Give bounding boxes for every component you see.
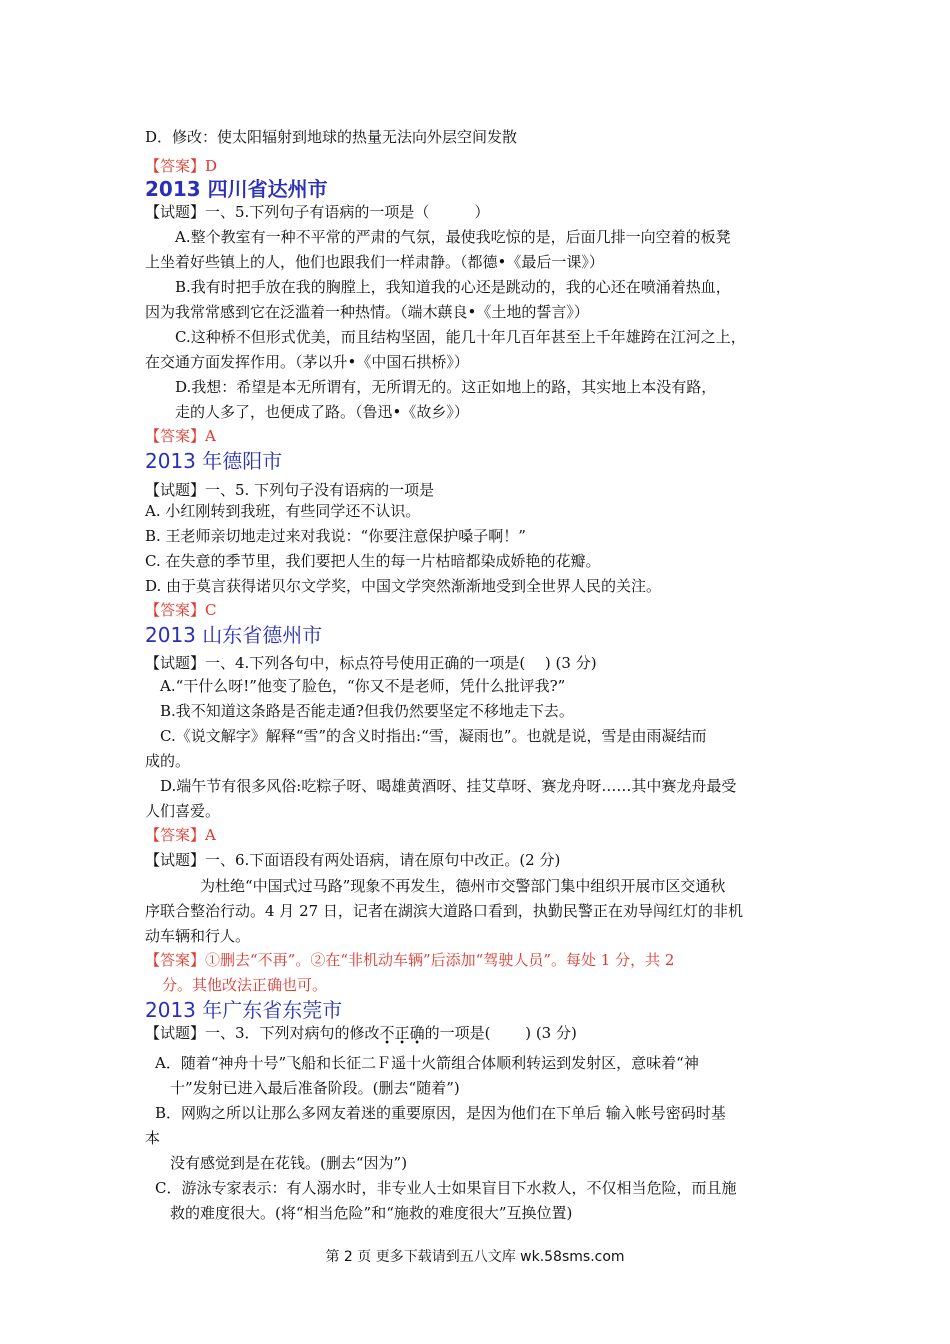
emphasis-char: 正: [394, 1024, 410, 1042]
question-text: 【试题】一、6.下面语段有两处语病，请在原句中改正。(2 分): [145, 851, 561, 869]
option-d-text: D．修改：使太阳辐射到地球的热量无法向外层空间发散: [145, 128, 518, 146]
question-text: [145, 1023, 577, 1043]
question-prefix: 【试题】一、3．下列对病句的修改: [145, 1024, 380, 1042]
option-line: D.端午节有很多风俗:吃粽子呀、喝雄黄酒呀、挂艾草呀、赛龙舟呀……其中赛龙舟最受: [160, 777, 737, 795]
option-line: 没有感觉到是在花钱。(删去“因为”): [170, 1154, 408, 1172]
option-line: D. 由于莫言获得诺贝尔文学奖，中国文学突然渐渐地受到全世界人民的关注。: [145, 577, 662, 595]
question-text: 【试题】一、5. 下列句子没有语病的一项是: [145, 481, 435, 499]
section-heading-deyang: 2013 年德阳市: [145, 449, 283, 473]
answer-line: [145, 600, 217, 620]
section-heading-dongguan: 2013 年广东省东莞市: [145, 998, 343, 1022]
passage-line: 序联合整治行动。4 月 27 日，记者在湖滨大道路口看到，执勤民警正在劝导闯红灯的非机: [145, 902, 743, 920]
option-line: C．游泳专家表示：有人溺水时，非专业人士如果盲目下水救人，不仅相当危险，而且施: [155, 1179, 737, 1197]
option-line: C.这种桥不但形式优美，而且结构坚固，能几十年几百年甚至上千年雄跨在江河之上，: [175, 328, 746, 346]
option-line: A.“干什么呀!”他变了脸色，“你又不是老师，凭什么批评我?”: [160, 677, 566, 695]
passage-line: 为杜绝“中国式过马路”现象不再发生，德州市交警部门集中组织开展市区交通秋: [200, 877, 726, 895]
option-line: 本: [145, 1129, 161, 1147]
answer-text: 【答案】①删去“不再”。②在“非机动车辆”后添加“驾驶人员”。每处 1 分，共 2: [145, 951, 675, 969]
option-line: 成的。: [145, 752, 191, 770]
option-line: C. 在失意的季节里，我们要把人生的每一片枯暗都染成娇艳的花瓣。: [145, 552, 601, 570]
option-line: 十”发射已进入最后准备阶段。(删去“随着”): [170, 1079, 460, 1097]
section-heading-dezhou: 2013 山东省德州市: [145, 623, 323, 647]
answer-label: 【答案】: [145, 427, 206, 445]
option-line: 因为我常常感到它在泛滥着一种热情。（端木蕻良•《土地的誓言》）: [145, 303, 589, 321]
answer-value: C: [205, 601, 217, 619]
passage-line: 动车辆和行人。: [145, 927, 251, 945]
section-heading-dazhou: 2013 四川省达州市: [145, 177, 328, 201]
option-line: B．网购之所以让那么多网友着迷的重要原因，是因为他们在下单后 输入帐号密码时基: [155, 1104, 726, 1122]
option-line: B.我有时把手放在我的胸膛上，我知道我的心还是跳动的，我的心还在喷涌着热血，: [175, 278, 731, 296]
question-text: 【试题】一、5.下列句子有语病的一项是（ ）: [145, 203, 490, 221]
answer-line: [145, 825, 216, 845]
answer-label: 【答案】: [145, 826, 206, 844]
option-line: 救的难度很大。(将“相当危险”和“施救的难度很大”互换位置): [170, 1204, 573, 1222]
answer-line: [145, 426, 216, 446]
option-line: B. 王老师亲切地走过来对我说：“你要注意保护嗓子啊！”: [145, 527, 526, 545]
answer-label: 【答案】D: [145, 157, 218, 175]
option-line: B.我不知道这条路是否能走通?但我仍然要坚定不移地走下去。: [160, 702, 574, 720]
option-line: 在交通方面发挥作用。（茅以升•《中国石拱桥》）: [145, 353, 469, 371]
answer-label: 【答案】: [145, 601, 206, 619]
question-text: 【试题】一、4.下列各句中，标点符号使用正确的一项是( ) (3 分): [145, 654, 597, 672]
option-line: 上坐着好些镇上的人，他们也跟我们一样肃静。（都德•《最后一课》）: [145, 253, 604, 271]
option-line: 人们喜爱。: [145, 802, 221, 820]
answer-value: A: [205, 826, 216, 844]
emphasis-char: 确: [409, 1024, 425, 1042]
answer-value: A: [205, 427, 216, 445]
option-line: A. 小红刚转到我班，有些同学还不认识。: [145, 502, 421, 520]
option-line: D.我想：希望是本无所谓有，无所谓无的。这正如地上的路，其实地上本没有路，: [175, 378, 717, 396]
page-footer: 第 2 页 更多下载请到五八文库 wk.58sms.com: [325, 1249, 625, 1265]
emphasis-char: 不: [379, 1024, 395, 1042]
option-line: A．随着“神舟十号”飞船和长征二Ｆ遥十火箭组合体顺利转运到发射区，意味着“神: [155, 1054, 699, 1072]
question-suffix: 的一项是( ) (3 分): [424, 1024, 577, 1042]
option-line: 走的人多了，也便成了路。（鲁迅•《故乡》）: [175, 403, 469, 421]
option-line: A.整个教室有一种不平常的严肃的气氛，最使我吃惊的是，后面几排一向空着的板凳: [175, 228, 731, 246]
answer-text: 分。其他改法正确也可。: [162, 976, 328, 994]
option-line: C.《说文解字》解释“雪”的含义时指出:“雪，凝雨也”。也就是说，雪是由雨凝结而: [160, 727, 707, 745]
